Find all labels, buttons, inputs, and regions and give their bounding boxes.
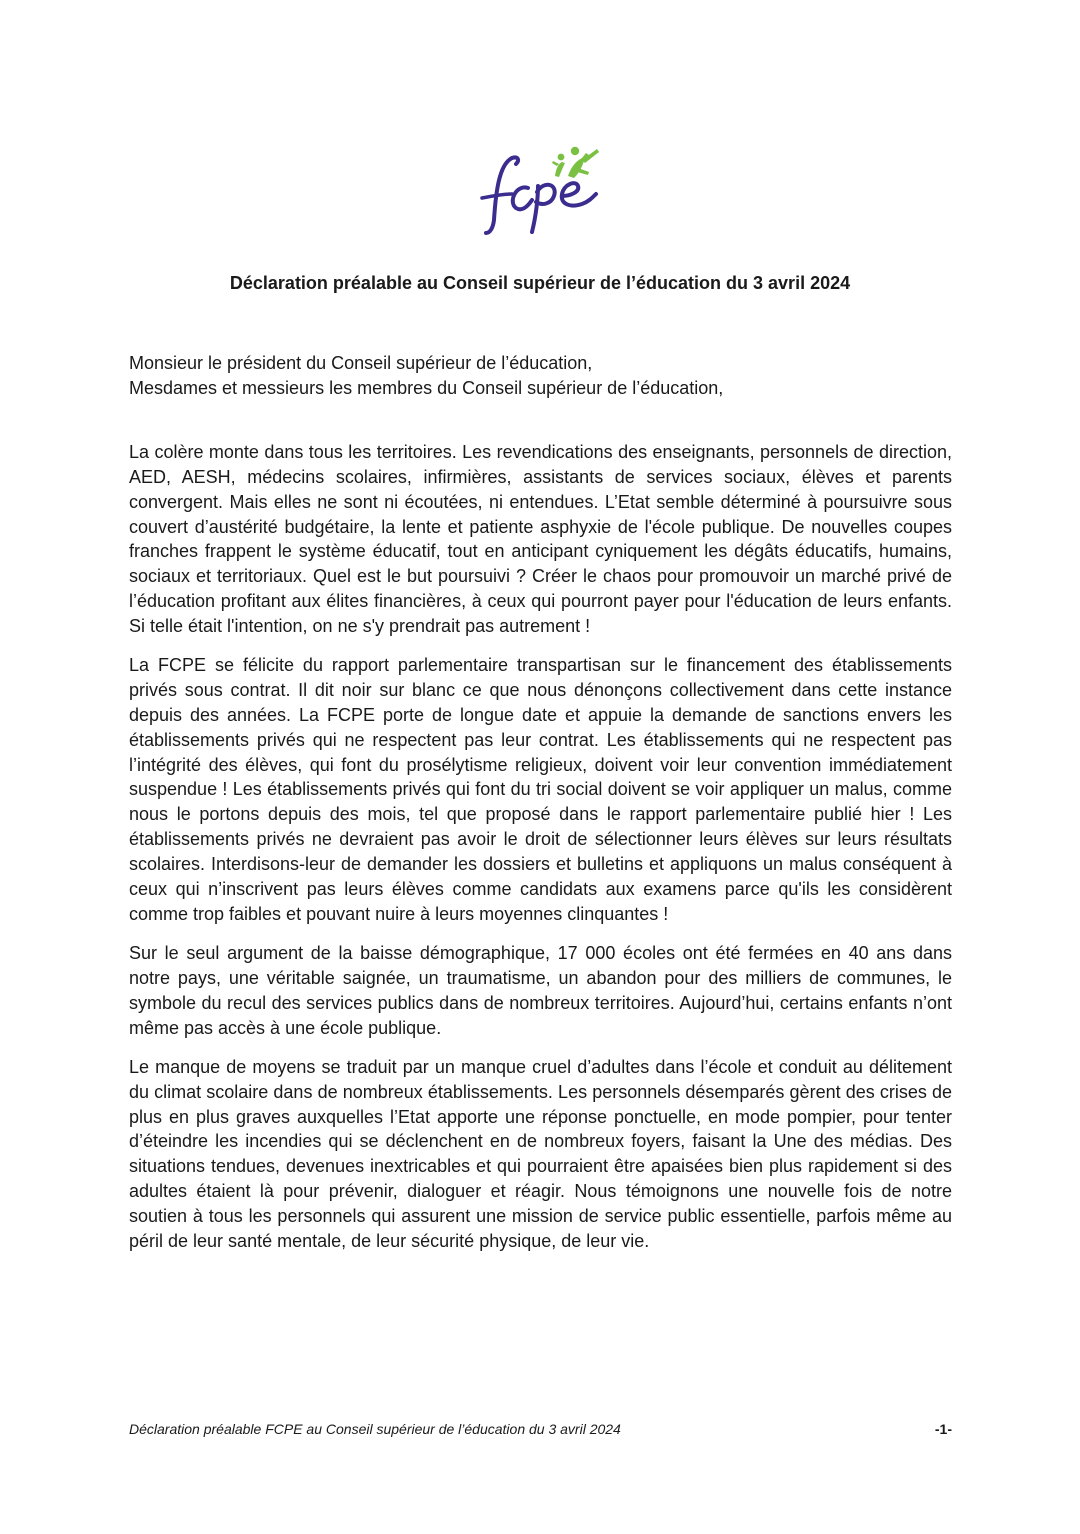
paragraph: La colère monte dans tous les territoires. Les revendications des enseignants, personnels de direction, AED, AESH, médecins scolaires, infirmières, assistants de services sociaux, élèves et parents convergent. Mais elles ne sont ni écoutées, ni entendues. L’Etat semble déterminé à poursuivre sous couvert d’austérité budgétaire, la lente et patiente asphyxie de l'école publique. De nouvelles coupes franches frappent le système éducatif, tout en anticipant cyniquement les dégâts éducatifs, humains, sociaux et territoriaux. Quel est le but poursuivi ? Créer le chaos pour promouvoir un marché privé de l’éducation profitant aux élites financières, à ceux qui pourront payer pour l'éducation de leurs enfants. Si telle était l'intention, on ne s'y prendrait pas autrement ! xyxy=(129,442,952,636)
fcpe-logo-graphic xyxy=(478,136,608,236)
paragraph: La FCPE se félicite du rapport parlementaire transpartisan sur le financement des établissements privés sous contrat. Il dit noir sur blanc ce que nous dénonçons collectivement dans cette instance depuis des années. La FCPE porte de longue date et appuie la demande de sanctions envers les établissements privés qui ne respectent pas leur contrat. Les établissements qui ne respectent pas l’intégrité des élèves, qui font du prosélytisme religieux, doivent voir leur convention immédiatement suspendue ! Les établissements privés qui font du tri social doivent se voir appliquer un malus, comme nous le portons depuis des mois, tel que proposé dans le rapport parlementaire publié hier ! Les établissements privés ne devraient pas avoir le droit de sélectionner leurs élèves sur leurs résultats scolaires. Interdisons-leur de demander les dossiers et bulletins et appliquons un malus conséquent à ceux qui n’inscrivent pas leurs élèves comme candidats aux examens parce qu'ils les considèrent comme trop faibles et pouvant nuire à leurs moyennes clinquantes ! xyxy=(129,655,952,924)
paragraph: Sur le seul argument de la baisse démographique, 17 000 écoles ont été fermées en 40 ans dans notre pays, une véritable saignée, un traumatisme, un abandon pour des milliers de communes, le symbole du recul des services publics dans de nombreux territoires. Aujourd’hui, certains enfants n’ont même pas accès à une école publique. xyxy=(129,943,952,1038)
salutation xyxy=(129,351,952,401)
paragraph: Le manque de moyens se traduit par un manque cruel d’adultes dans l’école et conduit au délitement du climat scolaire dans de nombreux établissements. Les personnels désemparés gèrent des crises de plus en plus graves auxquelles l’Etat apporte une réponse ponctuelle, en mode pompier, pour tenter d’éteindre les incendies qui se déclenchent en de nombreux foyers, faisant la Une des médias. Des situations tendues, devenues inextricables et qui pourraient être apaisées bien plus rapidement si des adultes étaient là pour prévenir, dialoguer et réagir. Nous témoignons une nouvelle fois de notre soutien à tous les personnels qui assurent une mission de service public essentielle, parfois même au péril de leur santé mentale, de leur sécurité physique, de leur vie. xyxy=(129,1056,952,1251)
document-title: Déclaration préalable au Conseil supérieur de l’éducation du 3 avril 2024 xyxy=(229,273,851,293)
document-body xyxy=(129,440,952,1268)
salutation-line: Monsieur le président du Conseil supérieur de l’éducation, xyxy=(129,353,593,373)
fcpe-logo xyxy=(478,136,608,236)
salutation-line: Mesdames et messieurs les membres du Conseil supérieur de l’éducation, xyxy=(129,378,724,398)
footer-text: Déclaration préalable FCPE au Conseil supérieur de l’éducation du 3 avril 2024 xyxy=(129,1421,621,1437)
page-number: -1- xyxy=(934,1421,952,1437)
